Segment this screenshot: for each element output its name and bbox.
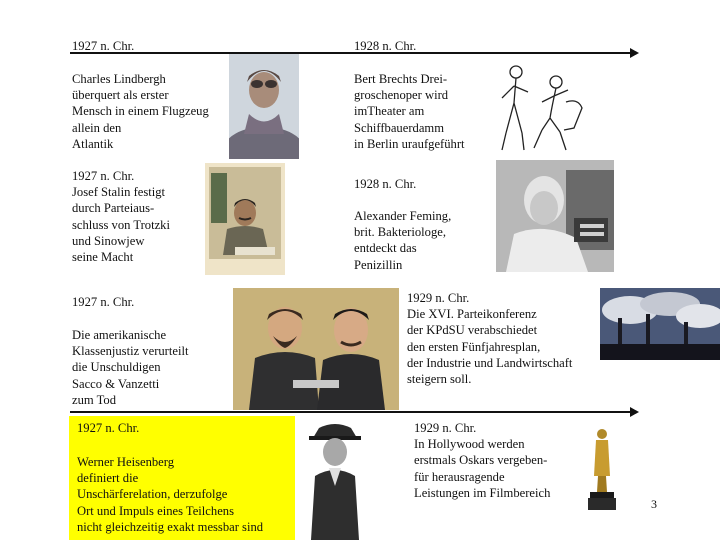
brecht-illustration [494, 58, 587, 156]
event-lindbergh-text: Charles Lindbergh überquert als erster Mensch in einem Flugzeug allein den Atlantik [72, 72, 209, 151]
industry-photo [600, 288, 720, 360]
stalin-photo [205, 163, 285, 275]
fleming-photo [496, 160, 614, 272]
oscar-statuette-photo [580, 420, 624, 514]
event-brecht-text: Bert Brechts Drei- groschenoper wird imTheater am Schiffbauerdamm in Berlin uraufgeführt [354, 72, 465, 151]
sacco-vanzetti-painting [233, 288, 399, 410]
event-heisenberg-text: Werner Heisenberg definiert die Unschärferelation, derzufolge Ort und Impuls eines Teilchens nicht gleichzeitig exakt messbar sind [77, 455, 264, 534]
heisenberg-photo [305, 416, 365, 540]
event-oscars-text: 1929 n. Chr. In Hollywood werden erstmals Oskars vergeben- für herausragende Leistungen im Filmbereich [414, 421, 551, 500]
event-fleming-text: Alexander Feming, brit. Bakteriologe, entdeckt das Penizillin [354, 209, 452, 272]
timeline-arrow-bottom [70, 411, 632, 413]
event-heisenberg-date: 1927 n. Chr. [77, 421, 140, 435]
event-sacco-text: Die amerikanische Klassenjustiz verurteilt die Unschuldigen Sacco & Vanzetti zum Tod [72, 328, 189, 407]
event-kpdsu-text: 1929 n. Chr. Die XVI. Parteikonferenz der KPdSU verabschiedet den ersten Fünfjahresplan, der Industrie und Landwirtschaft steigern soll. [407, 291, 573, 387]
event-stalin-text: 1927 n. Chr. Josef Stalin festigt durch Parteiaus- schluss von Trotzki und Sinowjew seine Macht [72, 169, 170, 265]
timeline-arrowhead-bottom [630, 407, 639, 417]
page-number: 3 [651, 497, 657, 511]
date-1928-top: 1928 n. Chr. [354, 39, 417, 53]
lindbergh-photo [229, 54, 299, 159]
event-fleming-date: 1928 n. Chr. [354, 177, 417, 191]
timeline-arrow-top [70, 52, 632, 54]
timeline-arrowhead-top [630, 48, 639, 58]
event-sacco-date: 1927 n. Chr. [72, 295, 135, 309]
date-1927-top: 1927 n. Chr. [72, 39, 135, 53]
